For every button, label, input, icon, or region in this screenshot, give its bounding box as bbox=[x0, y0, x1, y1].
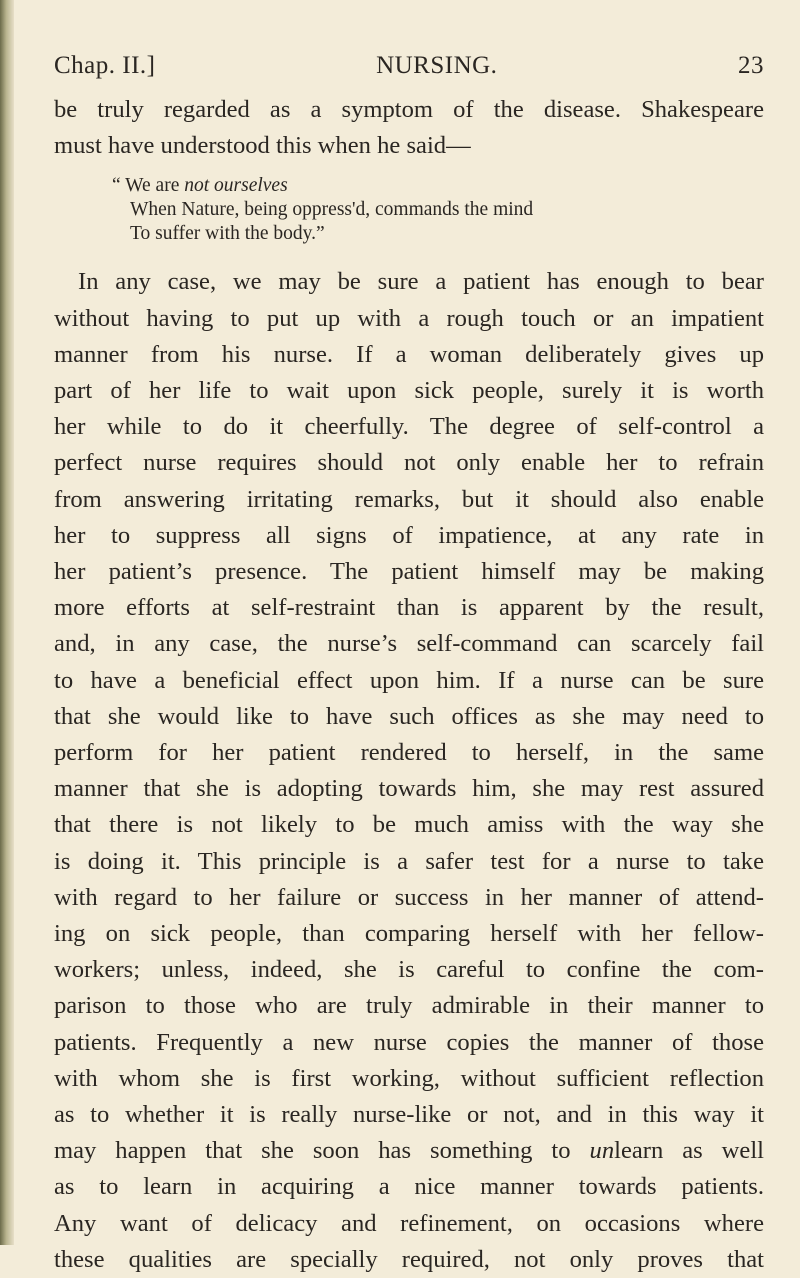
text-line: her to suppress all signs of impatience, at any rate in bbox=[54, 521, 764, 549]
text-line: as to learn in acquiring a nice manner towards patients. bbox=[54, 1173, 764, 1201]
italic-prefix: un bbox=[589, 1137, 615, 1165]
text-line: without having to put up with a rough touch or an impatient bbox=[54, 304, 764, 332]
quote-emphasis: not ourselves bbox=[184, 175, 288, 197]
text-line: manner from his nurse. If a woman deliberately gives up bbox=[54, 340, 764, 368]
quote-line: To suffer with the body.” bbox=[130, 223, 325, 245]
book-page bbox=[54, 52, 764, 1278]
text-line: is doing it. This principle is a safer test for a nurse to take bbox=[54, 847, 764, 875]
text-line: perform for her patient rendered to herself, in the same bbox=[54, 739, 764, 767]
text-line: patients. Frequently a new nurse copies the manner of those bbox=[54, 1028, 764, 1056]
quote-text: “ We are bbox=[112, 175, 185, 197]
quote-line: When Nature, being oppress'd, commands the mind bbox=[130, 199, 534, 221]
text-line: must have understood this when he said— bbox=[54, 132, 471, 160]
running-header bbox=[54, 52, 764, 90]
page-number: 23 bbox=[738, 52, 764, 79]
chapter-label: Chap. II.] bbox=[54, 52, 156, 79]
quote-line bbox=[92, 174, 764, 198]
text-line: part of her life to wait upon sick people, surely it is worth bbox=[54, 377, 764, 405]
text-line: as to whether it is really nurse-like or not, and in this way it bbox=[54, 1101, 764, 1129]
text-line: more efforts at self-restraint than is apparent by the result, bbox=[54, 594, 764, 622]
text-line: In any case, we may be sure a patient has enough to bear bbox=[78, 268, 764, 296]
running-title: NURSING. bbox=[376, 52, 498, 79]
book-spine-shadow bbox=[0, 0, 14, 1245]
text-line: that she would like to have such offices as she may need to bbox=[54, 702, 764, 730]
text-line: parison to those who are truly admirable in their manner to bbox=[54, 992, 764, 1020]
text-fragment: may happen that she soon has something to bbox=[54, 1137, 590, 1165]
text-line: ing on sick people, than comparing herself with her fellow- bbox=[54, 920, 764, 948]
text-fragment: learn as well bbox=[614, 1137, 764, 1165]
text-line: perfect nurse requires should not only enable her to refrain bbox=[54, 449, 764, 477]
shakespeare-quote bbox=[92, 174, 764, 246]
text-line: from answering irritating remarks, but it should also enable bbox=[54, 485, 764, 513]
text-line: her while to do it cheerfully. The degree of self-control a bbox=[54, 413, 764, 441]
text-line: workers; unless, indeed, she is careful to confine the com- bbox=[54, 956, 764, 984]
page-body bbox=[54, 92, 764, 1278]
text-line: Any want of delicacy and refinement, on occasions where bbox=[54, 1209, 764, 1237]
text-line-unlearn bbox=[54, 1133, 764, 1169]
text-line: these qualities are specially required, not only proves that bbox=[54, 1245, 764, 1273]
text-line: that there is not likely to be much amiss with the way she bbox=[54, 811, 764, 839]
text-line: manner that she is adopting towards him, she may rest assured bbox=[54, 775, 764, 803]
text-line: with regard to her failure or success in her manner of attend- bbox=[54, 883, 764, 911]
text-line: with whom she is first working, without sufficient reflection bbox=[54, 1064, 764, 1092]
text-line: her patient’s presence. The patient himself may be making bbox=[54, 558, 764, 586]
text-line: to have a beneficial effect upon him. If a nurse can be sure bbox=[54, 666, 764, 694]
text-line: and, in any case, the nurse’s self-command can scarcely fail bbox=[54, 630, 764, 658]
main-paragraph bbox=[54, 264, 764, 1278]
text-line: be truly regarded as a symptom of the disease. Shakespeare bbox=[54, 96, 764, 123]
